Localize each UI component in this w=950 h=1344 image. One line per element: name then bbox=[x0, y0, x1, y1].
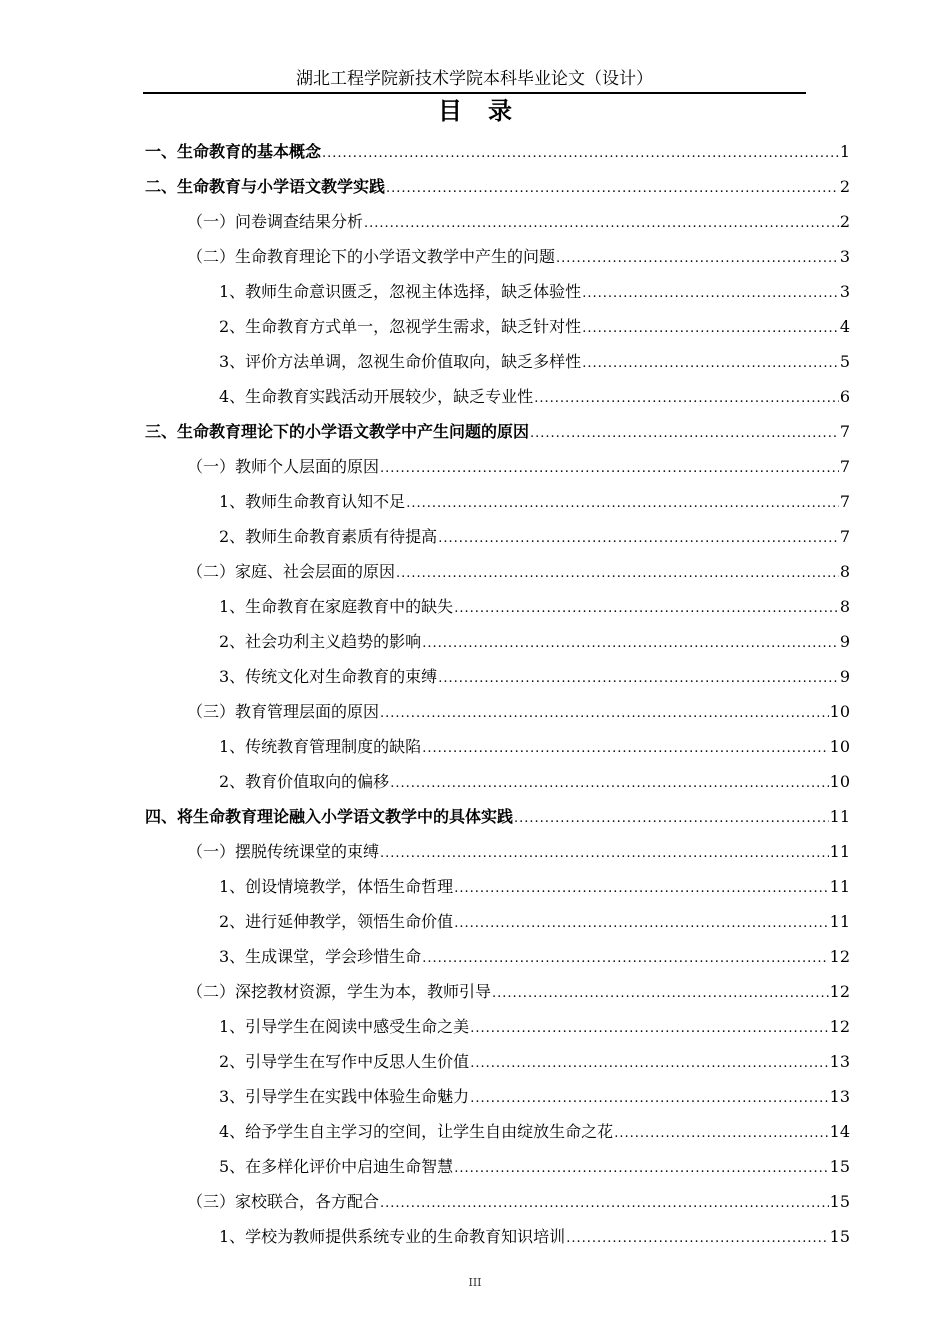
toc-entry-label: （三）教育管理层面的原因 bbox=[187, 702, 380, 721]
toc-entry-label: 2、教师生命教育素质有待提高 bbox=[219, 527, 438, 546]
toc-leader-dots bbox=[492, 976, 829, 1011]
toc-entry-label: 4、给予学生自主学习的空间，让学生自由绽放生命之花 bbox=[219, 1122, 614, 1141]
toc-entry-page: 15 bbox=[829, 1157, 850, 1176]
toc-entry-label: （一）问卷调查结果分析 bbox=[187, 212, 364, 231]
toc-leader-dots bbox=[396, 556, 839, 591]
toc-entry-page: 15 bbox=[829, 1227, 850, 1246]
toc-entry-label: 四、将生命教育理论融入小学语文教学中的具体实践 bbox=[145, 807, 514, 826]
toc-leader-dots bbox=[380, 1186, 829, 1221]
toc-leader-dots bbox=[566, 1221, 828, 1256]
toc-entry-label: 2、生命教育方式单一，忽视学生需求，缺乏针对性 bbox=[219, 317, 582, 336]
toc-entry-page: 11 bbox=[829, 807, 850, 826]
toc-entry-page: 3 bbox=[839, 247, 850, 266]
toc-entry-label: 3、引导学生在实践中体验生命魅力 bbox=[219, 1087, 470, 1106]
toc-entry-label: 3、生成课堂，学会珍惜生命 bbox=[219, 947, 422, 966]
toc-entry-page: 9 bbox=[839, 632, 850, 651]
toc-leader-dots bbox=[380, 451, 839, 486]
toc-entry[interactable] bbox=[145, 764, 850, 799]
toc-entry-label: 三、生命教育理论下的小学语文教学中产生问题的原因 bbox=[145, 422, 530, 441]
toc-entry[interactable] bbox=[145, 659, 850, 694]
toc-entry[interactable] bbox=[145, 1184, 850, 1219]
toc-leader-dots bbox=[364, 206, 839, 241]
toc-entry[interactable] bbox=[145, 414, 850, 449]
toc-entry-page: 14 bbox=[829, 1122, 850, 1141]
toc-entry[interactable] bbox=[145, 449, 850, 484]
toc-entry[interactable] bbox=[145, 519, 850, 554]
toc-entry[interactable] bbox=[145, 554, 850, 589]
toc-entry-page: 2 bbox=[839, 177, 850, 196]
toc-entry[interactable] bbox=[145, 239, 850, 274]
toc-entry[interactable] bbox=[145, 484, 850, 519]
toc-leader-dots bbox=[422, 941, 828, 976]
toc-entry[interactable] bbox=[145, 974, 850, 1009]
toc-entry[interactable] bbox=[145, 1114, 850, 1149]
toc-leader-dots bbox=[380, 696, 829, 731]
toc-leader-dots bbox=[454, 871, 828, 906]
toc-entry-page: 10 bbox=[829, 772, 850, 791]
toc-entry-label: （二）生命教育理论下的小学语文教学中产生的问题 bbox=[187, 247, 556, 266]
toc-entry[interactable] bbox=[145, 1149, 850, 1184]
toc-entry[interactable] bbox=[145, 1079, 850, 1114]
toc-entry-label: 3、评价方法单调，忽视生命价值取向，缺乏多样性 bbox=[219, 352, 582, 371]
toc-entry-page: 7 bbox=[839, 492, 850, 511]
toc-entry-page: 7 bbox=[839, 527, 850, 546]
toc-entry-page: 12 bbox=[829, 982, 850, 1001]
toc-entry-label: 3、传统文化对生命教育的束缚 bbox=[219, 667, 438, 686]
toc-entry[interactable] bbox=[145, 694, 850, 729]
toc-entry[interactable] bbox=[145, 1009, 850, 1044]
toc-leader-dots bbox=[470, 1081, 828, 1116]
toc-entry[interactable] bbox=[145, 624, 850, 659]
toc-entry[interactable] bbox=[145, 904, 850, 939]
toc-entry-page: 10 bbox=[829, 702, 850, 721]
page-number: III bbox=[468, 1276, 482, 1289]
toc-entry-page: 11 bbox=[829, 912, 850, 931]
toc-entry-label: 2、进行延伸教学，领悟生命价值 bbox=[219, 912, 454, 931]
toc-entry-label: （一）教师个人层面的原因 bbox=[187, 457, 380, 476]
toc-entry-label: 1、生命教育在家庭教育中的缺失 bbox=[219, 597, 454, 616]
toc-leader-dots bbox=[422, 626, 839, 661]
toc-entry[interactable] bbox=[145, 134, 850, 169]
toc-entry-page: 11 bbox=[829, 877, 850, 896]
toc-leader-dots bbox=[582, 276, 839, 311]
toc-leader-dots bbox=[454, 591, 839, 626]
toc-entry-page: 12 bbox=[829, 947, 850, 966]
toc-entry-label: 二、生命教育与小学语文教学实践 bbox=[145, 177, 386, 196]
toc-leader-dots bbox=[530, 416, 839, 451]
toc-entry-label: 1、教师生命教育认知不足 bbox=[219, 492, 406, 511]
table-of-contents bbox=[145, 134, 850, 1254]
toc-entry-page: 8 bbox=[839, 562, 850, 581]
toc-entry-page: 10 bbox=[829, 737, 850, 756]
toc-entry-label: 2、引导学生在写作中反思人生价值 bbox=[219, 1052, 470, 1071]
toc-entry-label: 1、教师生命意识匮乏，忽视主体选择，缺乏体验性 bbox=[219, 282, 582, 301]
toc-title: 目录 bbox=[438, 97, 538, 125]
toc-entry-page: 13 bbox=[829, 1087, 850, 1106]
toc-entry-page: 7 bbox=[839, 457, 850, 476]
toc-entry-page: 12 bbox=[829, 1017, 850, 1036]
toc-entry[interactable] bbox=[145, 274, 850, 309]
toc-entry[interactable] bbox=[145, 834, 850, 869]
toc-entry-page: 15 bbox=[829, 1192, 850, 1211]
toc-entry[interactable] bbox=[145, 799, 850, 834]
toc-leader-dots bbox=[322, 136, 839, 171]
toc-entry-label: （二）深挖教材资源，学生为本，教师引导 bbox=[187, 982, 492, 1001]
toc-entry-label: （一）摆脱传统课堂的束缚 bbox=[187, 842, 380, 861]
toc-entry-page: 5 bbox=[839, 352, 850, 371]
toc-entry[interactable] bbox=[145, 169, 850, 204]
toc-leader-dots bbox=[614, 1116, 828, 1151]
toc-entry-label: 1、创设情境教学，体悟生命哲理 bbox=[219, 877, 454, 896]
toc-entry-page: 3 bbox=[839, 282, 850, 301]
toc-entry-page: 4 bbox=[839, 317, 850, 336]
toc-leader-dots bbox=[582, 311, 839, 346]
toc-entry[interactable] bbox=[145, 344, 850, 379]
page-header: 湖北工程学院新技术学院本科毕业论文（设计） bbox=[143, 66, 806, 94]
toc-entry[interactable] bbox=[145, 309, 850, 344]
toc-leader-dots bbox=[438, 661, 839, 696]
toc-entry-label: （三）家校联合，各方配合 bbox=[187, 1192, 380, 1211]
toc-entry[interactable] bbox=[145, 1219, 850, 1254]
toc-leader-dots bbox=[582, 346, 839, 381]
toc-entry-label: （二）家庭、社会层面的原因 bbox=[187, 562, 396, 581]
toc-entry-page: 2 bbox=[839, 212, 850, 231]
toc-entry-page: 9 bbox=[839, 667, 850, 686]
toc-entry-label: 1、学校为教师提供系统专业的生命教育知识培训 bbox=[219, 1227, 566, 1246]
toc-leader-dots bbox=[422, 731, 828, 766]
toc-entry-page: 6 bbox=[839, 387, 850, 406]
toc-entry-label: 1、传统教育管理制度的缺陷 bbox=[219, 737, 422, 756]
toc-leader-dots bbox=[454, 906, 828, 941]
toc-entry-label: 4、生命教育实践活动开展较少，缺乏专业性 bbox=[219, 387, 534, 406]
toc-entry-label: 1、引导学生在阅读中感受生命之美 bbox=[219, 1017, 470, 1036]
toc-entry[interactable] bbox=[145, 589, 850, 624]
toc-entry[interactable] bbox=[145, 379, 850, 414]
toc-leader-dots bbox=[514, 801, 829, 836]
toc-entry-label: 2、教育价值取向的偏移 bbox=[219, 772, 390, 791]
toc-leader-dots bbox=[556, 241, 839, 276]
toc-entry[interactable] bbox=[145, 204, 850, 239]
toc-entry[interactable] bbox=[145, 1044, 850, 1079]
toc-leader-dots bbox=[438, 521, 839, 556]
toc-leader-dots bbox=[380, 836, 829, 871]
toc-entry-label: 5、在多样化评价中启迪生命智慧 bbox=[219, 1157, 454, 1176]
toc-entry-label: 一、生命教育的基本概念 bbox=[145, 142, 322, 161]
toc-leader-dots bbox=[470, 1011, 828, 1046]
toc-leader-dots bbox=[406, 486, 839, 521]
toc-leader-dots bbox=[390, 766, 828, 801]
toc-leader-dots bbox=[534, 381, 839, 416]
toc-entry[interactable] bbox=[145, 729, 850, 764]
toc-entry-page: 11 bbox=[829, 842, 850, 861]
toc-leader-dots bbox=[386, 171, 839, 206]
toc-leader-dots bbox=[454, 1151, 828, 1186]
toc-entry[interactable] bbox=[145, 939, 850, 974]
toc-entry-page: 1 bbox=[839, 142, 850, 161]
toc-entry-page: 7 bbox=[839, 422, 850, 441]
toc-entry[interactable] bbox=[145, 869, 850, 904]
toc-entry-page: 8 bbox=[839, 597, 850, 616]
toc-leader-dots bbox=[470, 1046, 828, 1081]
toc-entry-label: 2、社会功利主义趋势的影响 bbox=[219, 632, 422, 651]
toc-entry-page: 13 bbox=[829, 1052, 850, 1071]
